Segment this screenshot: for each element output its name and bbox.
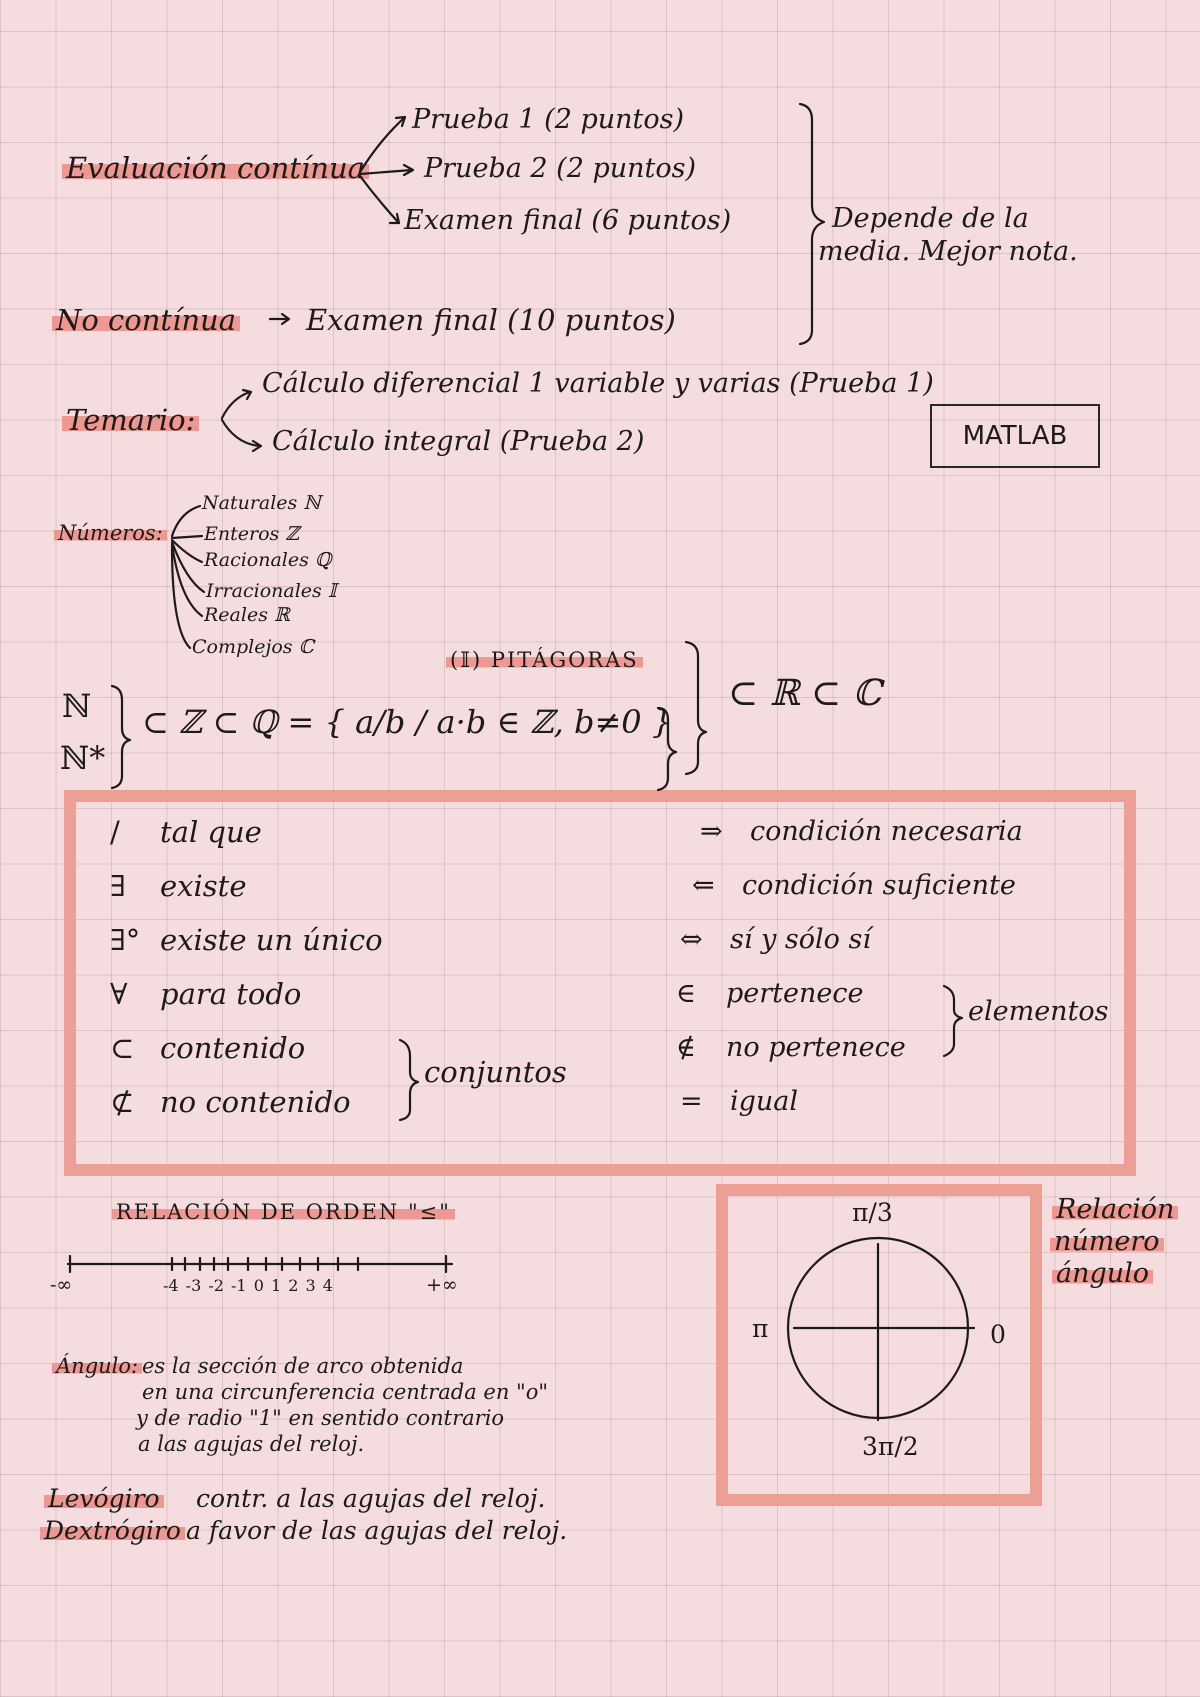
arrow-enteros [172, 536, 202, 538]
numeros-label: Números: [54, 523, 167, 544]
complejos-text: Complejos ℂ [192, 636, 314, 658]
angulo-line-2: en una circunferencia centrada en "o" [142, 1380, 549, 1404]
plus-infinity-label: +∞ [426, 1274, 458, 1296]
arrow-to-examen [360, 176, 399, 223]
conjuntos-brace [400, 1040, 418, 1120]
pitagoras-label: (𝕀) PITÁGORAS [446, 650, 643, 671]
formula-left-brace [112, 686, 130, 788]
examen-final-no-continua-text: Examen final (10 puntos) [306, 303, 676, 337]
circle-label-top: π/3 [852, 1198, 893, 1227]
arrow-temario-1 [222, 390, 251, 418]
relacion-line-1: Relación [1052, 1196, 1178, 1223]
angulo-line-3: y de radio "1" en sentido contrario [136, 1406, 505, 1430]
naturales-text: Naturales ℕ [202, 492, 321, 514]
symbol-right-row-1: ⇒ condición necesaria [700, 816, 1023, 847]
temario-item-2: Cálculo integral (Prueba 2) [272, 426, 645, 457]
elementos-brace [944, 986, 962, 1056]
circle-label-bottom: 3π/2 [862, 1432, 919, 1461]
arrow-temario-2 [222, 420, 261, 451]
relacion-orden-title: RELACIÓN DE ORDEN "≤" [112, 1202, 455, 1223]
circle-label-right: 0 [990, 1320, 1006, 1349]
relacion-line-2: número [1050, 1228, 1164, 1255]
symbol-row-5: ⊂ contenido [110, 1031, 306, 1065]
temario-label: Temario: [62, 406, 199, 435]
symbol-row-6: ⊄ no contenido [110, 1085, 351, 1119]
conjuntos-label: conjuntos [424, 1055, 567, 1089]
elementos-label: elementos [968, 996, 1109, 1027]
relacion-line-3: ángulo [1052, 1260, 1153, 1287]
symbol-right-row-3: ⇔ sí y sólo sí [680, 924, 871, 955]
naturales-star-symbol: ℕ* [60, 739, 106, 777]
symbol-right-row-2: ⇐ condición suficiente [692, 870, 1016, 901]
prueba-2-text: Prueba 2 (2 puntos) [424, 153, 697, 184]
minus-infinity-label: -∞ [50, 1274, 73, 1296]
irracionales-text: Irracionales 𝕀 [206, 580, 337, 602]
set-chain-formula: ⊂ ℤ ⊂ ℚ = { a/b / a·b ∈ ℤ, b≠0 } [142, 703, 673, 741]
no-continua-label: No contínua [52, 306, 240, 335]
depende-text: Depende de la [832, 203, 1029, 234]
levogiro-text: contr. a las agujas del reloj. [196, 1484, 546, 1513]
arrow-to-prueba-2 [360, 165, 413, 175]
evaluacion-continua-label: Evaluación contínua [62, 154, 369, 183]
prueba-1-text: Prueba 1 (2 puntos) [412, 104, 685, 135]
levogiro-label: Levógiro [44, 1486, 164, 1511]
symbol-row-4: ∀ para todo [110, 977, 302, 1011]
evaluacion-brace [800, 104, 824, 344]
formula-right-brace-1 [658, 708, 676, 790]
circle-label-left: π [752, 1314, 769, 1343]
arrow-naturales [172, 506, 200, 536]
examen-final-text: Examen final (6 puntos) [404, 205, 732, 236]
enteros-text: Enteros ℤ [204, 523, 300, 545]
temario-item-1: Cálculo diferencial 1 variable y varias (Prueba 1) [262, 368, 934, 399]
matlab-box: MATLAB [930, 404, 1100, 468]
symbol-right-row-6: = igual [680, 1086, 799, 1117]
naturales-symbol: ℕ [62, 687, 92, 725]
dextrogiro-text: a favor de las agujas del reloj. [186, 1516, 568, 1545]
arrow-to-prueba-1 [360, 117, 405, 172]
symbol-right-row-5: ∉ no pertenece [676, 1032, 906, 1063]
angulo-label: Ángulo: [52, 1356, 142, 1377]
symbol-row-3: ∃° existe un único [110, 923, 383, 957]
angulo-line-4: a las agujas del reloj. [138, 1432, 365, 1456]
symbol-row-1: / tal que [110, 815, 262, 849]
angulo-line-1: es la sección de arco obtenida [142, 1354, 464, 1378]
reales-text: Reales ℝ [204, 604, 290, 626]
symbol-row-2: ∃ existe [110, 869, 247, 903]
media-text: media. Mejor nota. [818, 236, 1078, 267]
racionales-text: Racionales ℚ [204, 549, 332, 571]
set-chain-tail: ⊂ ℝ ⊂ ℂ [728, 673, 882, 714]
arrow-no-continua [270, 314, 289, 324]
formula-right-brace-2 [686, 642, 706, 774]
number-line-ticks: -4 -3 -2 -1 0 1 2 3 4 [163, 1276, 333, 1295]
symbol-right-row-4: ∈ pertenece [676, 978, 864, 1009]
dextrogiro-label: Dextrógiro [40, 1518, 185, 1543]
